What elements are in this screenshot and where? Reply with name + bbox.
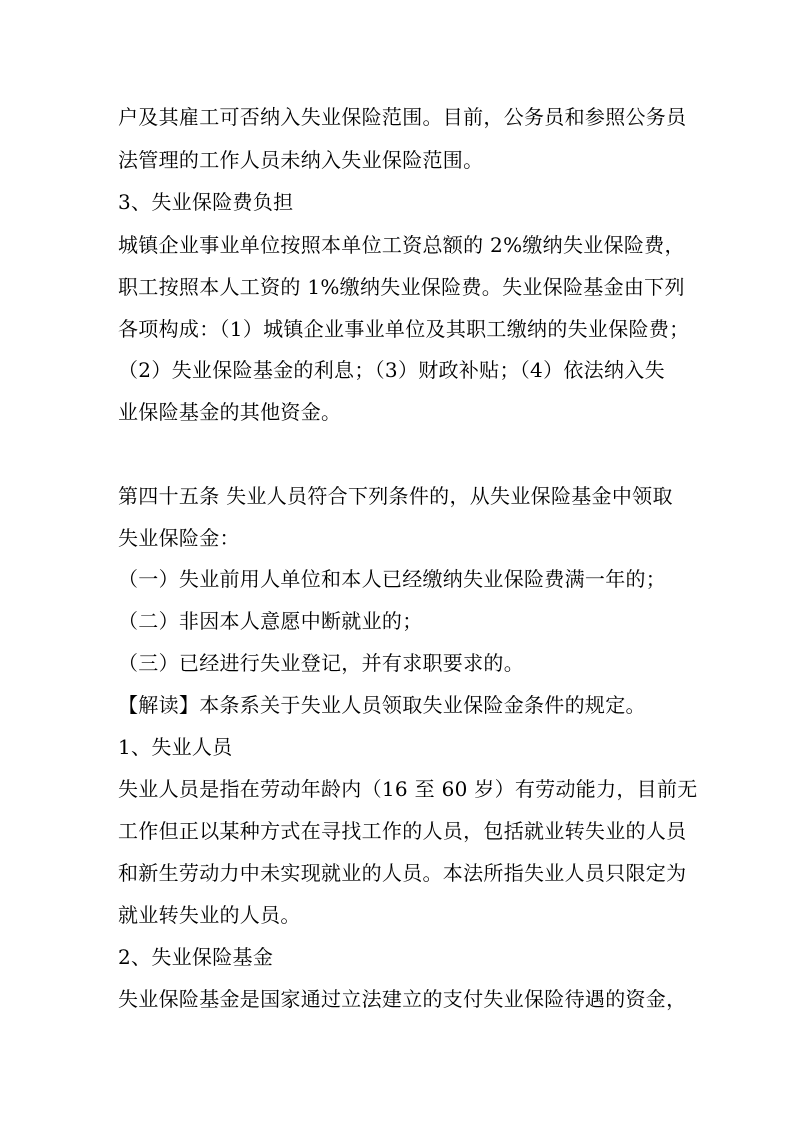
text-line: 法管理的工作人员未纳入失业保险范围。 <box>118 148 484 172</box>
text-line: 失业保险金： <box>118 526 240 550</box>
text-line: 失业人员是指在劳动年龄内（16 至 60 岁）有劳动能力，目前无 <box>118 777 698 801</box>
text-line: 和新生劳动力中未实现就业的人员。本法所指失业人员只限定为 <box>118 861 687 885</box>
text-line: 城镇企业事业单位按照本单位工资总额的 2%缴纳失业保险费， <box>118 233 685 257</box>
text-line: 工作但正以某种方式在寻找工作的人员，包括就业转失业的人员 <box>118 819 687 843</box>
text-line: 户及其雇工可否纳入失业保险范围。目前，公务员和参照公务员 <box>118 105 687 129</box>
text-line: 职工按照本人工资的 1%缴纳失业保险费。失业保险基金由下列 <box>118 275 685 299</box>
article-heading: 第四十五条 失业人员符合下列条件的，从失业保险基金中领取 <box>118 484 673 508</box>
interpretation-heading: 【解读】本条系关于失业人员领取失业保险金条件的规定。 <box>118 693 646 717</box>
section-heading: 1、失业人员 <box>118 735 233 759</box>
list-item: （三）已经进行失业登记，并有求职要求的。 <box>118 651 524 675</box>
section-heading: 3、失业保险费负担 <box>118 190 294 214</box>
text-line: 就业转失业的人员。 <box>118 903 301 927</box>
list-item: （二）非因本人意愿中断就业的； <box>118 609 423 633</box>
text-line: （2）失业保险基金的利息；（3）财政补贴；（4）依法纳入失 <box>118 358 665 382</box>
section-heading: 2、失业保险基金 <box>118 945 274 969</box>
text-line: 业保险基金的其他资金。 <box>118 400 342 424</box>
text-line: 失业保险基金是国家通过立法建立的支付失业保险待遇的资金， <box>118 987 687 1011</box>
list-item: （一）失业前用人单位和本人已经缴纳失业保险费满一年的； <box>118 567 667 591</box>
text-line: 各项构成：（1）城镇企业事业单位及其职工缴纳的失业保险费； <box>118 317 690 341</box>
